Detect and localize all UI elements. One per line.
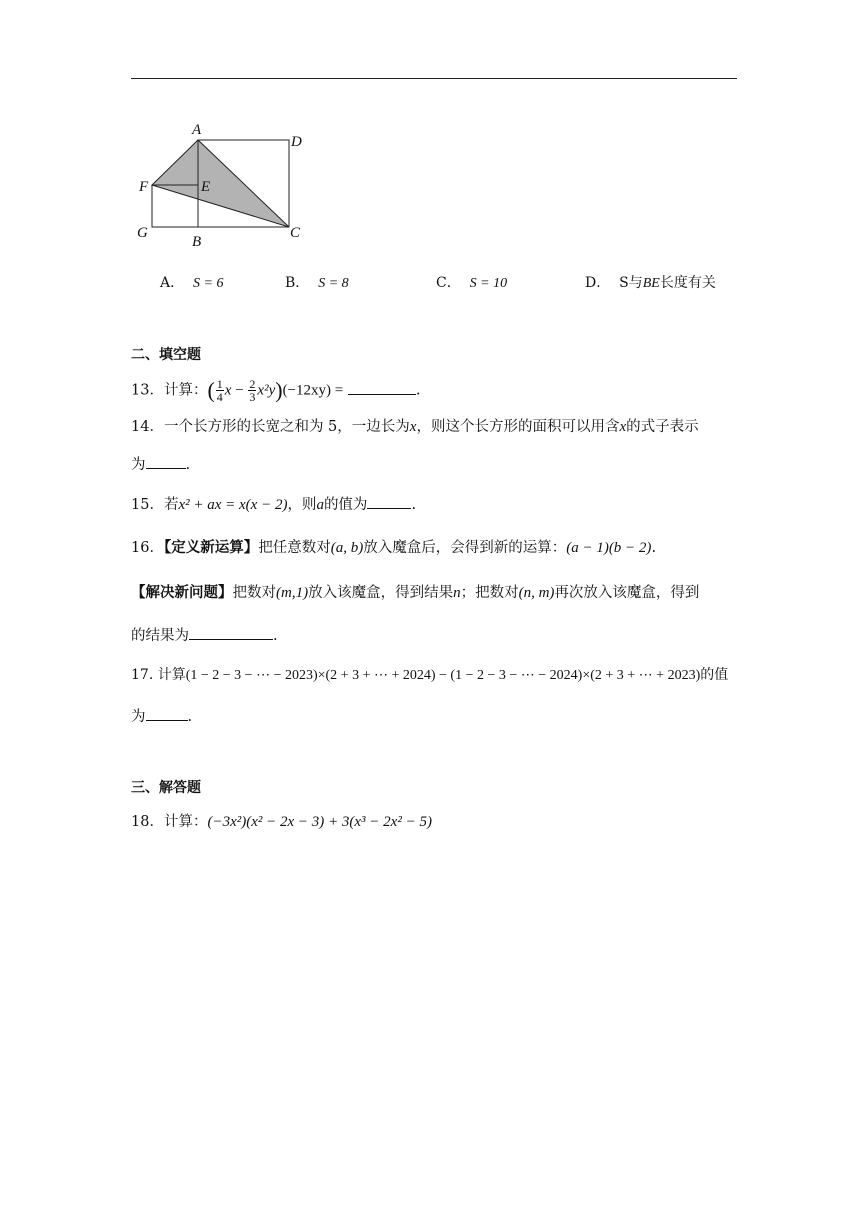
geometry-figure: [128, 118, 318, 250]
label-C: C: [290, 225, 301, 241]
section-title-solve: 三、解答题: [131, 780, 201, 796]
question-16-line2: 【解决新问题】把数对(m,1)放入该魔盒，得到结果n；把数对(n, m)再次放入该魔盒，得到: [131, 585, 700, 601]
option-d: D． S与BE长度有关: [585, 275, 716, 291]
question-18: 18．计算：(−3x²)(x² − 2x − 3) + 3(x³ − 2x² − 5): [131, 814, 432, 830]
label-E: E: [201, 179, 211, 195]
question-15: 15．若x² + ax = x(x − 2)，则a的值为 .: [131, 494, 416, 515]
label-A: A: [192, 122, 202, 138]
label-B: B: [192, 234, 202, 250]
option-b: B． S = 8: [285, 275, 349, 291]
shaded-triangle-afc: [152, 140, 289, 227]
label-D: D: [291, 134, 302, 150]
question-17-line2: 为 .: [131, 706, 192, 727]
question-14-line1: 14．一个长方形的长宽之和为 5，一边长为x，则这个长方形的面积可以用含x的式子表示: [131, 419, 699, 435]
option-a: A． S = 6: [160, 275, 224, 291]
label-F: F: [139, 179, 149, 195]
label-G: G: [137, 225, 148, 241]
question-17-line1: 17. 计算(1 − 2 − 3 − ⋯ − 2023)×(2 + 3 + ⋯ + 2024) − (1 − 2 − 3 − ⋯ − 2024)×(2 + 3 + ⋯ + 2023)的值: [131, 667, 729, 683]
option-c: C． S = 10: [436, 275, 508, 291]
question-16-line3: 的结果为 .: [131, 625, 278, 646]
question-13: 13．计算：( $\frac{1}{4}$ x − $\frac{2}{3}$ x²y)(−12xy) = .: [131, 377, 421, 404]
section-title-fill-in: 二、填空题: [131, 347, 201, 363]
header-rule: [131, 78, 737, 79]
question-16-line1: 16．【定义新运算】把任意数对(a, b)放入魔盒后，会得到新的运算：(a − 1)(b − 2).: [131, 540, 657, 556]
question-14-line2: 为 .: [131, 454, 190, 475]
